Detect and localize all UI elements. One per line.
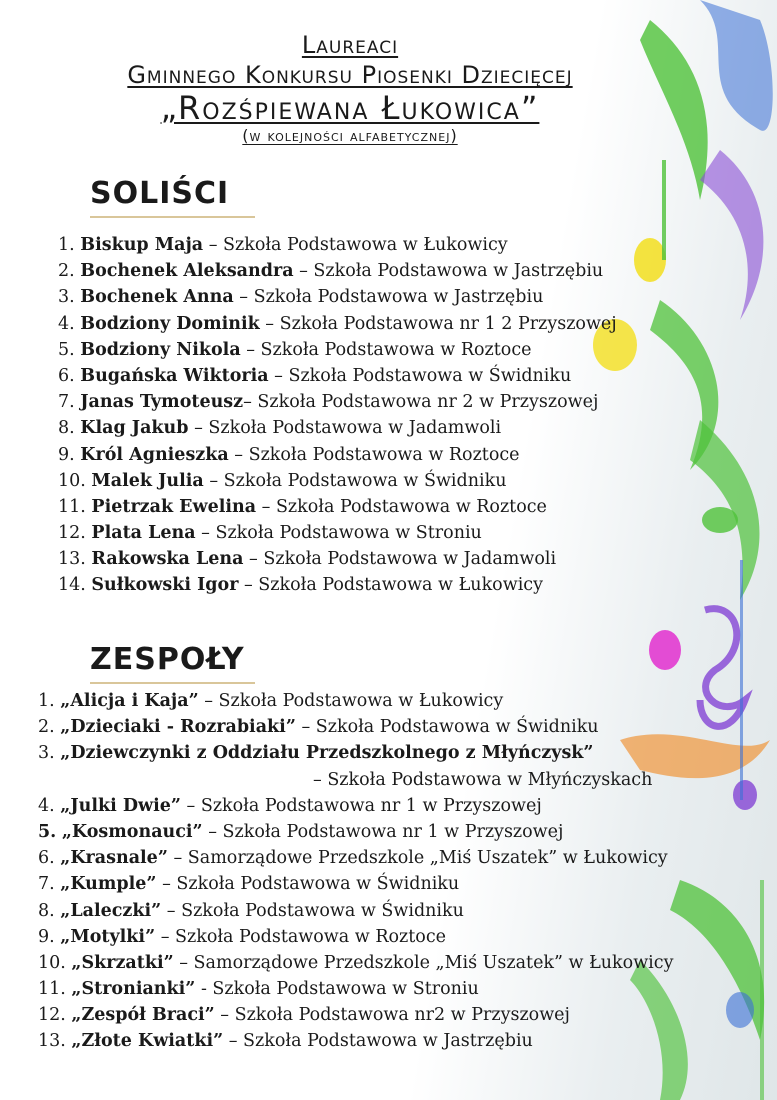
list-item xyxy=(38,714,673,740)
list-item xyxy=(38,1002,673,1028)
item-name: „Skrzatki” xyxy=(71,952,174,973)
item-name: Sułkowski Igor xyxy=(91,575,239,596)
section-rule-groups xyxy=(90,682,255,684)
item-school: – Samorządowe Przedszkole „Miś Uszatek” w Łukowicy xyxy=(173,952,674,973)
item-school: – Szkoła Podstawowa w Jastrzębiu xyxy=(223,1031,533,1052)
item-name: „Stronianki” xyxy=(71,979,196,1000)
item-name: Rakowska Lena xyxy=(91,549,244,570)
list-item xyxy=(38,767,673,793)
item-number: 7. xyxy=(38,874,55,895)
list-item xyxy=(58,415,617,441)
list-item xyxy=(58,468,617,494)
item-name: „Krasnale” xyxy=(60,848,168,869)
list-item xyxy=(58,520,617,546)
header-order-note: (w kolejności alfabetycznej) xyxy=(242,126,458,145)
item-name: „Motylki” xyxy=(60,926,156,947)
item-number: 4. xyxy=(38,795,55,816)
list-item xyxy=(58,258,617,284)
item-number: 14. xyxy=(58,575,86,596)
item-name: Pietrzak Ewelina xyxy=(91,496,257,517)
groups-list xyxy=(38,688,673,1055)
swirl-shape xyxy=(700,0,773,131)
note-head-magenta xyxy=(649,630,681,670)
item-school: – Szkoła Podstawowa w Łukowicy xyxy=(203,235,508,255)
list-item xyxy=(38,924,673,950)
list-item xyxy=(58,389,617,415)
item-name: Biskup Maja xyxy=(80,235,204,255)
item-school: – Szkoła Podstawowa w Stroniu xyxy=(195,523,482,544)
swirl-shape xyxy=(700,150,763,320)
item-name: Bochenek Aleksandra xyxy=(80,261,294,282)
item-name: „Julki Dwie” xyxy=(60,795,181,816)
item-name: Klag Jakub xyxy=(80,418,189,439)
item-name: „Zespół Braci” xyxy=(71,1005,215,1026)
item-number: 12. xyxy=(38,1005,66,1026)
poster-header xyxy=(0,30,700,146)
item-name: Plata Lena xyxy=(91,523,196,544)
item-school: – Szkoła Podstawowa nr 1 w Przyszowej xyxy=(180,795,542,816)
note-head-yellow xyxy=(634,238,666,282)
note-head-blue xyxy=(726,992,754,1028)
item-school: – Szkoła Podstawowa w Jastrzębiu xyxy=(293,261,604,282)
item-school: – Szkoła Podstawowa w Świdniku xyxy=(295,717,599,738)
item-school: – Samorządowe Przedszkole „Miś Uszatek” w Łukowicy xyxy=(167,848,668,869)
list-item xyxy=(58,494,617,520)
item-number: 9. xyxy=(58,444,75,465)
item-name: Bodziony Dominik xyxy=(80,313,260,334)
header-contest-name: Gminnego Konkursu Piosenki Dziecięcej xyxy=(127,61,573,89)
section-title-groups: ZESPOŁY xyxy=(90,642,245,677)
item-school: – Szkoła Podstawowa w Łukowicy xyxy=(198,691,504,711)
item-name: Bodziony Nikola xyxy=(80,339,241,360)
item-number: 3. xyxy=(58,287,75,308)
note-head-purple xyxy=(733,780,757,810)
item-school: – Szkoła Podstawowa w Świdniku xyxy=(268,365,572,386)
item-school: – Szkoła Podstawowa w Roztoce xyxy=(155,926,446,947)
item-name: „Dzieciaki - Rozrabiaki” xyxy=(60,717,296,738)
list-item xyxy=(38,898,673,924)
item-school: – Szkoła Podstawowa w Roztoce xyxy=(256,496,547,517)
item-school: – Szkoła Podstawowa nr 1 2 Przyszowej xyxy=(259,313,617,334)
list-item xyxy=(58,572,617,598)
header-event-title: „Rozśpiewana Łukowica” xyxy=(160,89,540,127)
list-item xyxy=(38,740,673,766)
item-name: Bochenek Anna xyxy=(80,287,234,308)
item-number: 6. xyxy=(58,365,75,386)
list-item xyxy=(58,546,617,572)
item-number: 11. xyxy=(58,496,86,517)
item-name: Janas Tymoteusz xyxy=(80,392,244,413)
item-name: „Laleczki” xyxy=(60,900,162,921)
item-number: 2. xyxy=(38,717,55,738)
list-item xyxy=(38,819,673,845)
item-number: 7. xyxy=(58,392,75,413)
item-number: 3. xyxy=(38,743,55,764)
list-item xyxy=(38,950,673,976)
item-name: „Kumple” xyxy=(60,874,157,895)
item-school: – Szkoła Podstawowa w Świdniku xyxy=(203,470,507,491)
list-item xyxy=(58,337,617,363)
item-school: – Szkoła Podstawowa w Świdniku xyxy=(161,900,464,921)
item-number: 1. xyxy=(38,691,55,711)
note-stem xyxy=(662,160,666,260)
item-school: – Szkoła Podstawowa nr 2 w Przyszowej xyxy=(243,392,599,413)
item-number: 12. xyxy=(58,523,86,544)
item-number: 4. xyxy=(58,313,75,334)
item-number: 6. xyxy=(38,848,55,869)
item-name: „Kosmonauci” xyxy=(61,821,203,842)
note-head-green xyxy=(702,507,738,533)
item-school: – Szkoła Podstawowa w Jastrzębiu xyxy=(233,287,544,308)
list-item xyxy=(58,284,617,310)
item-name: „Złote Kwiatki” xyxy=(71,1031,224,1052)
note-stem xyxy=(760,880,764,1100)
list-item xyxy=(58,311,617,337)
item-school: – Szkoła Podstawowa nr 1 w Przyszowej xyxy=(202,821,564,842)
item-school: - Szkoła Podstawowa w Stroniu xyxy=(195,979,479,1000)
item-number: 1. xyxy=(58,235,75,255)
list-item xyxy=(58,232,617,258)
list-item xyxy=(58,363,617,389)
list-item xyxy=(38,1028,673,1054)
item-number: 5. xyxy=(38,821,57,842)
item-name: „Dziewczynki z Oddziału Przedszkolnego z Młyńczysk” xyxy=(60,743,594,764)
item-name: Król Agnieszka xyxy=(80,444,229,465)
item-number: 10. xyxy=(58,470,86,491)
item-number: 10. xyxy=(38,952,66,973)
header-laureaci: Laureaci xyxy=(301,31,399,59)
treble-clef-purple xyxy=(700,609,745,727)
list-item xyxy=(38,793,673,819)
item-number: 8. xyxy=(38,900,55,921)
list-item xyxy=(58,442,617,468)
note-stem xyxy=(740,560,743,800)
item-number: 2. xyxy=(58,261,75,282)
item-number: 13. xyxy=(38,1031,66,1052)
item-name: Bugańska Wiktoria xyxy=(80,365,269,386)
item-name: „Alicja i Kaja” xyxy=(60,691,199,711)
list-item xyxy=(38,845,673,871)
item-school: – Szkoła Podstawowa w Roztoce xyxy=(240,339,532,360)
section-rule-solo xyxy=(90,216,255,218)
item-number: 5. xyxy=(58,339,75,360)
list-item xyxy=(38,871,673,897)
list-item xyxy=(38,976,673,1002)
item-number: 11. xyxy=(38,979,66,1000)
item-school: – Szkoła Podstawowa w Jadamwoli xyxy=(243,549,557,570)
item-number: 9. xyxy=(38,926,55,947)
item-number: 8. xyxy=(58,418,75,439)
item-school: – Szkoła Podstawowa w Jadamwoli xyxy=(188,418,502,439)
item-school: – Szkoła Podstawowa nr2 w Przyszowej xyxy=(214,1005,570,1026)
section-title-solo: SOLIŚCI xyxy=(90,176,230,211)
solo-list xyxy=(58,232,617,599)
item-school: – Szkoła Podstawowa w Świdniku xyxy=(156,874,460,895)
item-school: – Szkoła Podstawowa w Młyńczyskach xyxy=(313,769,653,790)
item-name: Malek Julia xyxy=(91,470,204,491)
list-item xyxy=(38,688,673,714)
item-school: – Szkoła Podstawowa w Łukowicy xyxy=(238,575,543,596)
item-number: 13. xyxy=(58,549,86,570)
item-school: – Szkoła Podstawowa w Roztoce xyxy=(228,444,520,465)
